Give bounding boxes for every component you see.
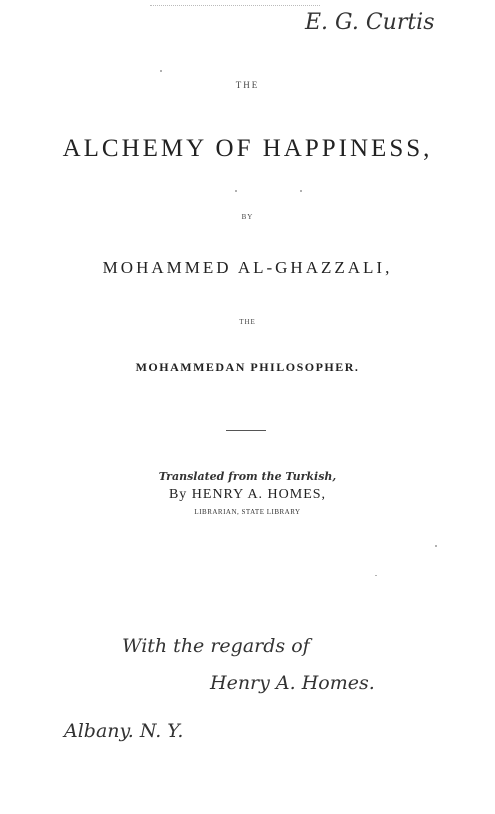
paper-speck [435,545,437,547]
author-subtitle: MOHAMMEDAN PHILOSOPHER. [135,360,360,374]
owner-signature: E. G. Curtis [305,10,435,35]
translation-note: Translated from the Turkish, [158,470,337,483]
inscription-line-1: With the regards of [122,635,310,657]
author-name: MOHAMMED AL-GHAZZALI, [102,258,393,277]
subtitle-the: THE [239,318,256,326]
paper-speck [375,575,377,576]
translator-role: LIBRARIAN, STATE LIBRARY [194,508,301,516]
inscription-signature: Henry A. Homes. [210,672,375,694]
inscription-place: Albany. N. Y. [64,720,184,742]
translator-line [0,487,495,503]
divider-rule [226,430,266,431]
by-label: BY [241,213,254,221]
title-the: THE [235,80,260,90]
paper-speck [235,190,237,192]
paper-speck [160,70,162,72]
translator-name: HENRY A. HOMES, [191,487,327,502]
translator-prefix: By [168,487,188,502]
paper-speck [300,190,302,192]
book-title: ALCHEMY OF HAPPINESS, [62,135,433,162]
faint-pencil-marks [150,5,320,6]
